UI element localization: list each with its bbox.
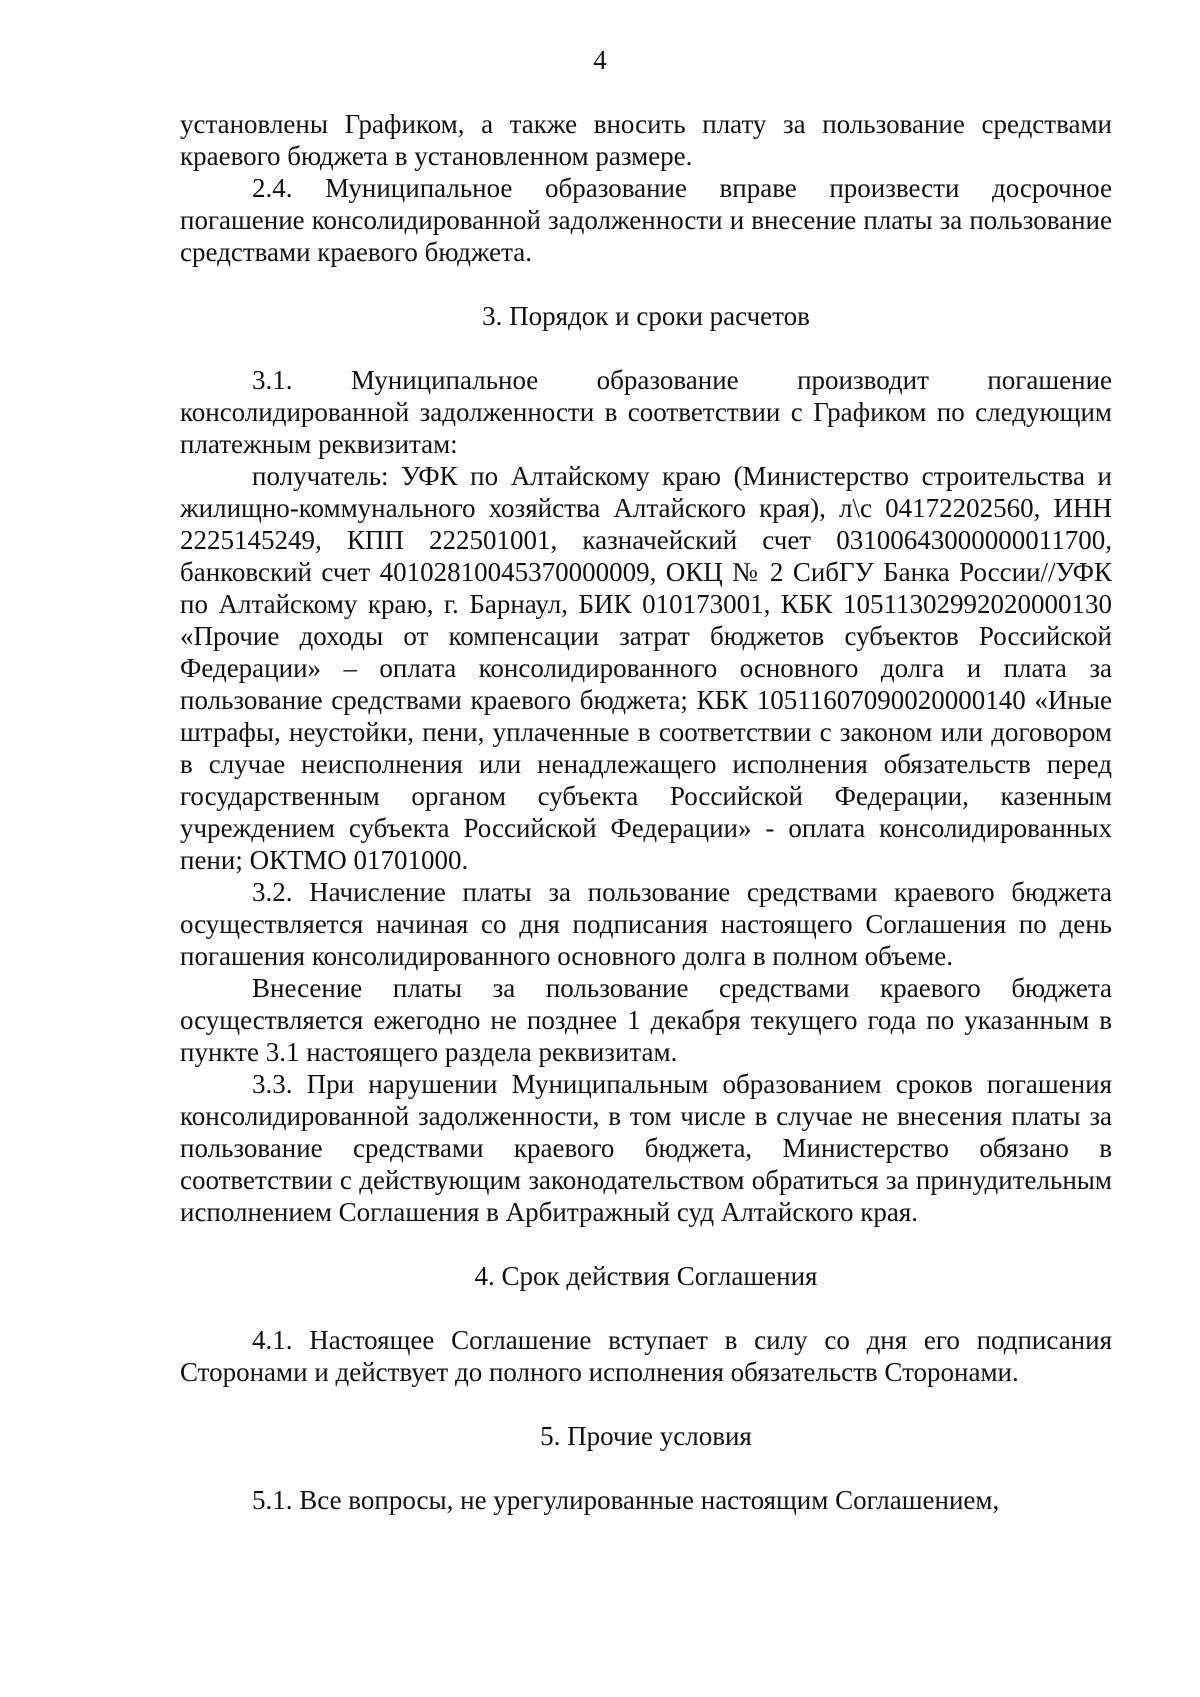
document-body [180,108,1112,1516]
payment-details: получатель: УФК по Алтайскому краю (Министерство строительства и жилищно-коммунального хозяйства Алтайского края), л\с 04172202560, ИНН 2225145249, КПП 222501001, казначейский счет 03100643000000011700, банковский счет 40102810045370000009, ОКЦ № 2 СибГУ Банка России//УФК по Алтайскому краю, г. Барнаул, БИК 010173001, КБК 10511302992020000130 «Прочие доходы от компенсации затрат бюджетов субъектов Российской Федерации» – оплата консолидированного основного долга и плата за пользование средствами краевого бюджета; КБК 10511607090020000140 «Иные штрафы, неустойки, пени, уплаченные в соответствии с законом или договором в случае неисполнения или ненадлежащего исполнения обязательств перед государственным органом субъекта Российской Федерации, казенным учреждением субъекта Российской Федерации» - оплата консолидированных пени; ОКТМО 01701000. [180,461,1112,875]
clause-2-4: 2.4. Муниципальное образование вправе произвести досрочное погашение консолидированной задолженности и внесение платы за пользование средствами краевого бюджета. [180,173,1112,267]
section-5-heading: 5. Прочие условия [540,1421,752,1451]
clause-4-1: 4.1. Настоящее Соглашение вступает в силу со дня его подписания Сторонами и действует до полного исполнения обязательств Сторонами. [180,1325,1112,1387]
payment-deadline-paragraph: Внесение платы за пользование средствами краевого бюджета осуществляется ежегодно не позднее 1 декабря текущего года по указанным в пункте 3.1 настоящего раздела реквизитам. [180,973,1112,1067]
clause-3-3: 3.3. При нарушении Муниципальным образованием сроков погашения консолидированной задолженности, в том числе в случае не внесения платы за пользование средствами краевого бюджета, Министерство обязано в соответствии с действующим законодательством обратиться за принудительным исполнением Соглашения в Арбитражный суд Алтайского края. [180,1069,1112,1227]
clause-3-2: 3.2. Начисление платы за пользование средствами краевого бюджета осуществляется начиная со дня подписания настоящего Соглашения по день погашения консолидированного основного долга в полном объеме. [180,877,1112,971]
clause-3-1: 3.1. Муниципальное образование производит погашение консолидированной задолженности в соответствии с Графиком по следующим платежным реквизитам: [180,365,1112,459]
section-3-heading: 3. Порядок и сроки расчетов [482,301,810,331]
paragraph-continuation: установлены Графиком, а также вносить плату за пользование средствами краевого бюджета в установленном размере. [180,109,1112,171]
section-4-heading: 4. Срок действия Соглашения [474,1261,818,1291]
page-number: 4 [593,45,607,75]
clause-5-1: 5.1. Все вопросы, не урегулированные настоящим Соглашением, [252,1485,1000,1515]
